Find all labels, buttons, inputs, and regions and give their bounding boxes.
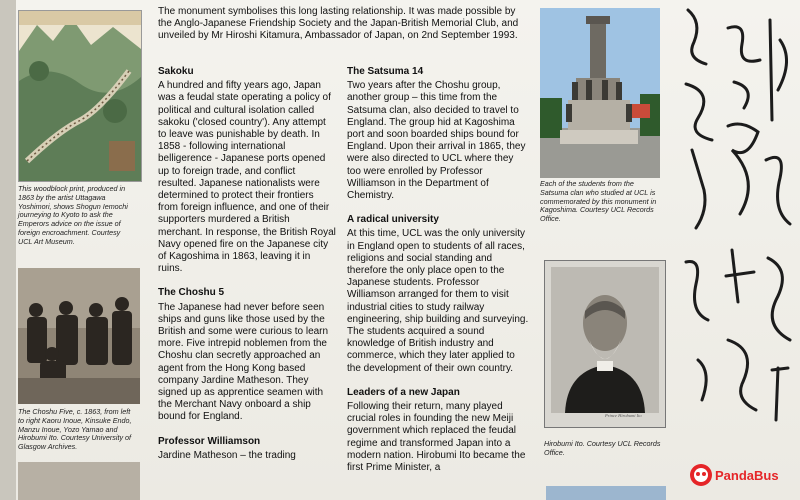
- bottom-right-photo-edge: [546, 486, 666, 500]
- section-heading-professor-williamson: Professor Williamson: [158, 435, 261, 447]
- panda-icon: [690, 464, 712, 486]
- section-heading-sakoku: Sakoku: [158, 66, 194, 77]
- hirobumi-ito-portrait: [544, 260, 666, 428]
- section-heading-choshu-5: The Choshu 5: [158, 287, 225, 299]
- section-body-professor-williamson: Jardine Matheson – the trading: [158, 449, 296, 461]
- pandabus-logo-text: PandaBus: [715, 467, 779, 483]
- section-heading-leaders-new-japan: Leaders of a new Japan: [347, 386, 460, 398]
- middle-text-column: [347, 66, 529, 486]
- section-body-satsuma-14: Two years after the Choshu group, another group – this time from the Satsuma clan, also decided to travel to England. The group hid at Kagoshima port and soon boarded ships bound for England. Upon their arrival in 1865, they were also directed to UCL where they too were enrolled by Professor Williamson in the Department of Chemistry.: [347, 80, 526, 202]
- section-heading-satsuma-14: The Satsuma 14: [347, 66, 424, 77]
- left-text-column: [158, 66, 336, 474]
- pandabus-watermark: [690, 462, 779, 488]
- woodblock-caption: This woodblock print, produced in 1863 by the artist Uttagawa Yoshimori, shows Shogun Iemochi journeying to Kyoto to ask the Emperors advice on the issue of foreign encroachment. Courtesy UCL Art Museum.: [18, 184, 128, 246]
- bottom-left-photo-edge: [18, 462, 140, 500]
- intro-paragraph: The monument symbolises this long lasting relationship. It was made possible by the Anglo-Japanese Friendship Society and the Japan-British Memorial Club, and unveiled by Mr Hiroshi Kitamura, Ambassador of Japan, on 2nd September 1993.: [158, 6, 519, 42]
- section-body-leaders-new-japan: Following their return, many played crucial roles in founding the new Meiji government which replaced the feudal regime and transformed Japan into a modern nation. Hirobumi Ito became the first Prime Minister, a: [347, 401, 526, 474]
- satsuma-monument-photo: [540, 8, 660, 178]
- choshu-five-caption: The Choshu Five, c. 1863, from left to right Kaoru Inoue, Kinsuke Endo, Manzu Inoue, Yozo Yamao and Hirobumi Ito. Courtesy University of Glasgow Archives.: [18, 407, 132, 452]
- section-body-choshu-5: The Japanese had never before seen ships and guns like those used by the British and some were curious to learn more. Five intrepid noblemen from the Choshu clan secretly approached an agent from the Hong Kong based company Jardine Matheson. They signed up as apprentice seamen with the Merchant Navy onboard a ship bound for England.: [158, 301, 329, 423]
- section-body-radical-university: At this time, UCL was the only university in England open to students of all races, religions and social standing and therefore the only place open to the Japanese students. Professor Williamson arranged for them to visit industrial cities to study railway engineering, ship building and surveying. The students acquired a sound knowledge of British industry and commerce, which they later applied to the development of their own country.: [347, 228, 529, 374]
- ito-caption: Hirobumi Ito. Courtesy UCL Records Office.: [544, 439, 661, 457]
- section-body-sakoku: A hundred and fifty years ago, Japan was a feudal state operating a policy of political and cultural isolation called sakoku ('closed country'). Any attempt to leave was punishable by death. In 1858 - following international belligerence - Japanese ports opened up to foreign trade, and conflict resulted. Japanese nationalists were determined to protect their frontiers from foreign influence, and one of their supporters murdered a British merchant. In response, the British Royal Navy opened fire on the Japanese city of Kagoshima in 1863, leaving it in ruins.: [158, 80, 336, 275]
- panel-edge: [0, 0, 16, 500]
- monument-caption: Each of the students from the Satsuma clan who studied at UCL is commemorated by this monument in Kagoshima. Courtesy UCL Records Office.: [540, 179, 657, 224]
- section-heading-radical-university: A radical university: [347, 214, 439, 226]
- woodblock-print-image: [18, 10, 142, 182]
- japanese-calligraphy: [668, 0, 800, 500]
- choshu-five-photo: [18, 268, 140, 404]
- portrait-inscription: Prince Hirobumi Ito: [605, 413, 642, 418]
